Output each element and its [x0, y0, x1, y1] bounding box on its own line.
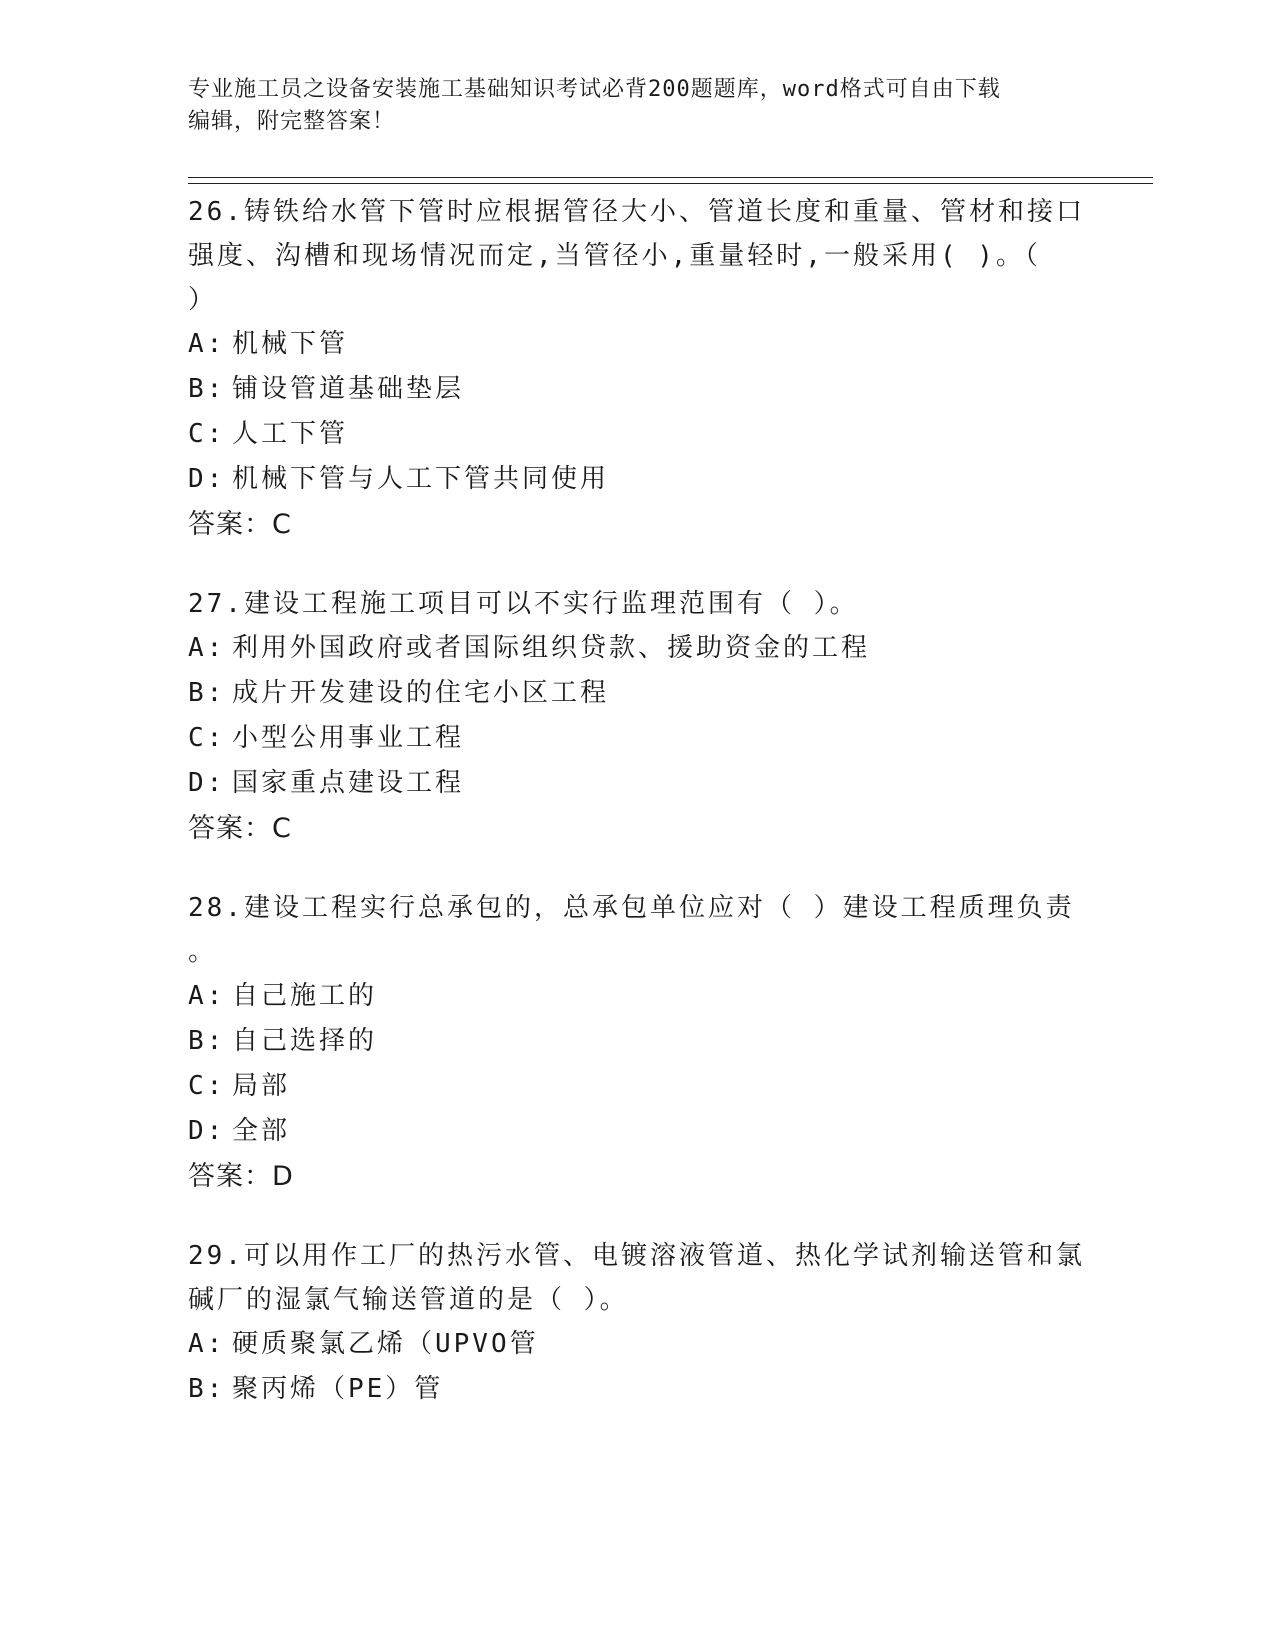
option-c [188, 412, 1088, 457]
question-stem-line: 26.铸铁给水管下管时应根据管径大小、管道长度和重量、管材和接口 [188, 197, 1085, 227]
option-letter: D: [188, 1116, 226, 1146]
option-c [188, 1064, 1088, 1109]
option-b [188, 671, 1088, 716]
option-letter: C: [188, 1071, 226, 1101]
header-divider-top [188, 177, 1153, 178]
option-text: 自己选择的 [232, 1026, 378, 1056]
option-letter: C: [188, 723, 226, 753]
option-d [188, 457, 1088, 502]
option-text: 局部 [232, 1071, 291, 1101]
question-stem-line: 强度、沟槽和现场情况而定,当管径小,重量轻时,一般采用( )。（ [188, 241, 1041, 271]
option-a [188, 626, 1088, 671]
option-letter: D: [188, 464, 226, 494]
question-26 [188, 190, 1088, 548]
option-letter: B: [188, 678, 226, 708]
header-divider-bottom [188, 183, 1153, 184]
document-header [188, 74, 1068, 138]
option-a [188, 322, 1088, 367]
option-letter: A: [188, 633, 226, 663]
answer-line: 答案：C [188, 813, 292, 844]
option-d [188, 761, 1088, 806]
option-letter: B: [188, 1026, 226, 1056]
answer-line: 答案：C [188, 509, 292, 540]
question-list [188, 190, 1088, 1446]
question-stem-line: 28.建设工程实行总承包的，总承包单位应对（ ）建设工程质理负责 [188, 893, 1075, 923]
option-a [188, 1322, 1088, 1367]
option-text: 硬质聚氯乙烯（UPVO管 [232, 1329, 539, 1359]
question-stem-line: 27.建设工程施工项目可以不实行监理范围有（ ）。 [188, 589, 859, 619]
option-text: 铺设管道基础垫层 [232, 374, 465, 404]
question-29 [188, 1234, 1088, 1412]
option-letter: A: [188, 1329, 226, 1359]
option-letter: B: [188, 374, 226, 404]
answer-line: 答案：D [188, 1161, 294, 1192]
option-text: 小型公用事业工程 [232, 723, 465, 753]
option-letter: A: [188, 329, 226, 359]
option-b [188, 1019, 1088, 1064]
option-letter: C: [188, 419, 226, 449]
header-line-1: 专业施工员之设备安装施工基础知识考试必背200题题库，word格式可自由下载 [188, 77, 1001, 102]
option-letter: A: [188, 981, 226, 1011]
option-a [188, 974, 1088, 1019]
header-line-2: 编辑，附完整答案！ [188, 109, 396, 134]
option-b [188, 1367, 1088, 1412]
question-stem-line: 。 [188, 937, 218, 967]
option-text: 全部 [232, 1116, 291, 1146]
option-text: 机械下管与人工下管共同使用 [232, 464, 610, 494]
option-text: 机械下管 [232, 329, 349, 359]
option-letter: B: [188, 1374, 226, 1404]
option-text: 成片开发建设的住宅小区工程 [232, 678, 610, 708]
option-b [188, 367, 1088, 412]
question-stem-line: ） [188, 285, 218, 315]
option-letter: D: [188, 768, 226, 798]
option-text: 聚丙烯（PE）管 [232, 1374, 444, 1404]
question-stem-line: 29.可以用作工厂的热污水管、电镀溶液管道、热化学试剂输送管和氯 [188, 1241, 1085, 1271]
option-text: 国家重点建设工程 [232, 768, 465, 798]
option-text: 人工下管 [232, 419, 349, 449]
option-text: 利用外国政府或者国际组织贷款、援助资金的工程 [232, 633, 871, 663]
option-c [188, 716, 1088, 761]
option-d [188, 1109, 1088, 1154]
option-text: 自己施工的 [232, 981, 378, 1011]
question-stem-line: 碱厂的湿氯气输送管道的是（ ）。 [188, 1285, 629, 1315]
question-27 [188, 582, 1088, 852]
question-28 [188, 886, 1088, 1200]
